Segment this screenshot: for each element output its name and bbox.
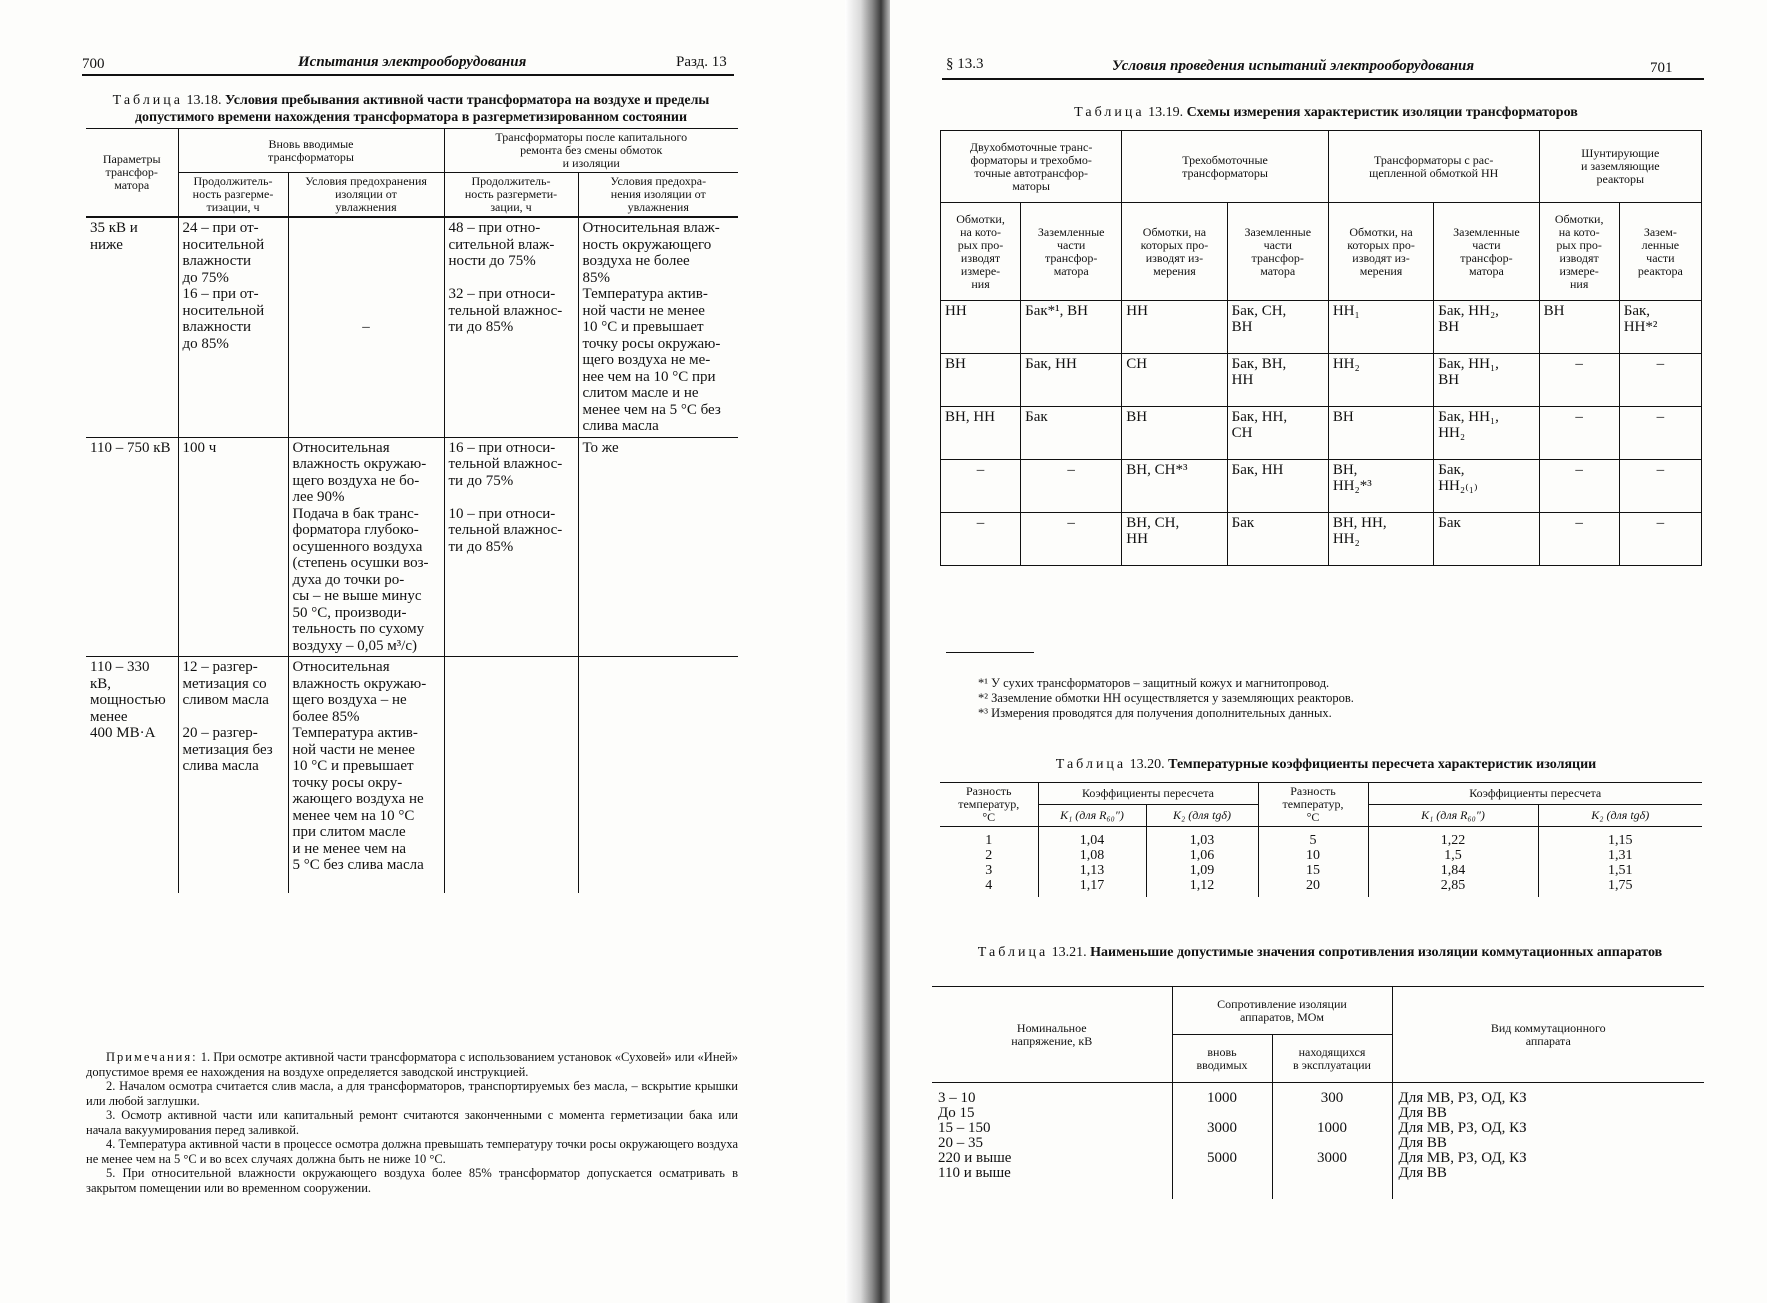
header-k2: K₂ (для tgδ): [1146, 805, 1258, 827]
notes-block: [86, 1050, 738, 1195]
table-row: [941, 407, 1702, 460]
cell-conditions-new: Относительная влажность окружаю- щего воздуха не бо- лее 90% Подача в бак транс- форматора глубоко- осушенного воздуха (степень осушки воз- духа до точки ро- сы – не выше минус 50 °С, производи- тельность по сухому воздуху – 0,05 м³/с): [288, 437, 444, 657]
subheader: Обмотки, на которых про- изводят из- мерения: [1122, 203, 1227, 301]
table-13-21-caption: [940, 944, 1700, 961]
header-k1: K₁ (для R₆₀″): [1368, 805, 1538, 827]
header-coef: Коэффициенты пересчета: [1368, 783, 1702, 805]
caption-label: Таблица: [977, 945, 1049, 960]
table-cell: Бак, НН*²: [1619, 301, 1701, 354]
table-cell: –: [1619, 460, 1701, 513]
caption-title: Условия пребывания активной части трансформатора на воздухе и пределы допустимого времени нахождения трансформатора в разгерметизированном состоянии: [134, 93, 710, 125]
cell-duration-repair: 16 – при относи- тельной влажнос- ти до 75% 10 – при относи- тельной влажнос- ти до 85%: [444, 437, 578, 657]
subheader: Обмотки, на которых про- изводят из- мерения: [1328, 203, 1433, 301]
caption-title: Схемы измерения характеристик изоляции трансформаторов: [1186, 105, 1578, 120]
table-13-19: [940, 130, 1702, 566]
table-cell: 2: [940, 848, 1038, 863]
table-row: [86, 437, 738, 657]
table-cell: 1,84: [1368, 863, 1538, 878]
table-cell: Бак, НН: [1227, 460, 1328, 513]
page-number-left: 700: [82, 56, 105, 72]
table-cell: 1,03: [1146, 827, 1258, 849]
table-cell: Бак, НН: [1021, 354, 1122, 407]
footnote-rule: [946, 652, 1034, 653]
notes-label: Примечания:: [106, 1050, 198, 1064]
table-cell: ВН, НН₂*³: [1328, 460, 1433, 513]
table-row: [86, 657, 738, 893]
table-13-18: [86, 128, 738, 893]
table-cell: Бак, ВН, НН: [1227, 354, 1328, 407]
running-head-left: Испытания электрооборудования: [298, 54, 527, 70]
group-header: Двухобмоточные транс- форматоры и трехобмо- точные автотрансфор- маторы: [941, 131, 1122, 203]
cell-duration-new: 12 – разгер- метизация со сливом масла 20 – разгер- метизация без слива масла: [178, 657, 288, 893]
table-row: [940, 878, 1702, 897]
table-cell: –: [1619, 513, 1701, 566]
book-spine-shadow: [845, 0, 890, 1303]
note-text: 1. При осмотре активной части трансформатора с использованием установок «Суховей» или «Иней» допустимое время ее нахождения на воздухе определяется заводской инструкцией.: [86, 1050, 739, 1079]
cell-duration-repair: 48 – при отно- сительной влаж- ности до 75% 32 – при относи- тельной влажнос- ти до 85%: [444, 217, 578, 437]
cell-voltages: 3 – 10 До 15 15 – 150 20 – 35 220 и выше 110 и выше: [932, 1083, 1172, 1199]
table-13-20: [940, 782, 1702, 897]
header-param: Параметры трансфор- матора: [86, 129, 178, 218]
table-cell: 1,51: [1538, 863, 1702, 878]
header-resistance: Сопротивление изоляции аппаратов, МОм: [1172, 987, 1392, 1035]
footnote: *² Заземление обмотки НН осуществляется у заземляющих реакторов.: [978, 691, 1354, 705]
table-cell: ВН, СН, НН: [1122, 513, 1227, 566]
table-cell: 4: [940, 878, 1038, 897]
header-voltage: Номинальное напряжение, кВ: [932, 987, 1172, 1083]
footnote: *³ Измерения проводятся для получения дополнительных данных.: [978, 706, 1332, 720]
table-cell: Бак*¹, ВН: [1021, 301, 1122, 354]
table-cell: Бак: [1227, 513, 1328, 566]
caption-title: Наименьшие допустимые значения сопротивления изоляции коммутационных аппаратов: [1090, 945, 1663, 960]
table-cell: 2,85: [1368, 878, 1538, 897]
table-cell: Бак, СН, ВН: [1227, 301, 1328, 354]
table-cell: –: [1619, 407, 1701, 460]
footnotes: [978, 676, 1698, 721]
table-cell: 1: [940, 827, 1038, 849]
cell-operating: 300 1000 3000: [1272, 1083, 1392, 1199]
table-cell: Бак, НН₁, НН₂: [1434, 407, 1539, 460]
note-item: 5. При относительной влажности окружающего воздуха более 85% трансформатор допускается осматривать в закрытом помещении или во временном сооружении.: [86, 1166, 738, 1195]
table-cell: НН: [941, 301, 1021, 354]
table-row: [86, 217, 738, 437]
table-cell: ВН: [1539, 301, 1619, 354]
table-cell: 15: [1258, 863, 1368, 878]
table-cell: НН₁: [1328, 301, 1433, 354]
section-label-right: § 13.3: [946, 56, 984, 72]
header-new-group: Вновь вводимые трансформаторы: [178, 129, 444, 173]
table-cell: НН₂: [1328, 354, 1433, 407]
cell-param: 110 – 330 кВ, мощностью менее 400 МВ·А: [86, 657, 178, 893]
header-duration-repair: Продолжитель- ность разгермети- зации, ч: [444, 173, 578, 218]
table-cell: Бак: [1434, 513, 1539, 566]
caption-label: Таблица: [112, 93, 184, 108]
table-row: [940, 863, 1702, 878]
header-coef: Коэффициенты пересчета: [1038, 783, 1258, 805]
table-row: [941, 460, 1702, 513]
header-k2: K₂ (для tgδ): [1538, 805, 1702, 827]
header-operating: находящихся в эксплуатации: [1272, 1035, 1392, 1083]
table-row: [940, 848, 1702, 863]
section-label-left: Разд. 13: [676, 54, 727, 70]
cell-conditions-new: Относительная влажность окружаю- щего воздуха – не более 85% Температура актив- ной части не менее 10 °С и превышает точку росы окру- жающего воздуха не менее чем на 10 °С при слитом масле и не менее чем на 5 °С без слива масла: [288, 657, 444, 893]
table-cell: –: [941, 513, 1021, 566]
table-cell: 1,75: [1538, 878, 1702, 897]
table-cell: 1,12: [1146, 878, 1258, 897]
table-cell: Бак, НН₁, ВН: [1434, 354, 1539, 407]
subheader: Заземленные части трансфор- матора: [1434, 203, 1539, 301]
cell-duration-new: 24 – при от- носительной влажности до 75% 16 – при от- носительной влажности до 85%: [178, 217, 288, 437]
table-cell: ВН: [1328, 407, 1433, 460]
table-13-19-caption: [946, 104, 1706, 121]
header-k1: K₁ (для R₆₀″): [1038, 805, 1146, 827]
header-duration-new: Продолжитель- ность разгерме- тизации, ч: [178, 173, 288, 218]
cell-param: 110 – 750 кВ: [86, 437, 178, 657]
header-diff: Разность температур, °С: [940, 783, 1038, 827]
caption-label: Таблица: [1055, 757, 1127, 772]
header-repair-group: Трансформаторы после капитального ремонта без смены обмоток и изоляции: [444, 129, 738, 173]
subheader: Обмотки, на кото- рых про- изводят измере- ния: [941, 203, 1021, 301]
table-cell: 1,31: [1538, 848, 1702, 863]
subheader: Заземленные части трансфор- матора: [1227, 203, 1328, 301]
note-item: [86, 1050, 738, 1079]
table-cell: 1,09: [1146, 863, 1258, 878]
note-item: 2. Началом осмотра считается слив масла, а для трансформаторов, транспортируемых без масла, – вскрытие крышки или любой заглушки.: [86, 1079, 738, 1108]
caption-number: 13.18.: [186, 93, 222, 108]
group-header: Трансформаторы с рас- щепленной обмоткой НН: [1328, 131, 1539, 203]
table-cell: –: [1539, 460, 1619, 513]
cell-new: 1000 3000 5000: [1172, 1083, 1272, 1199]
table-cell: Бак, НН, СН: [1227, 407, 1328, 460]
caption-label: Таблица: [1074, 105, 1145, 120]
header-conditions-repair: Условия предохра- нения изоляции от увлажнения: [578, 173, 738, 218]
caption-number: 13.19.: [1148, 105, 1184, 120]
cell-conditions-repair: Относительная влаж- ность окружающего воздуха не более 85% Температура актив- ной части не менее 10 °С и превышает точку росы окружаю- щего воздуха не ме- нее чем на 10 °С при слитом масле и не менее чем на 5 °С без слива масла: [578, 217, 738, 437]
left-page: [0, 0, 880, 1303]
cell-types: Для МВ, РЗ, ОД, КЗ Для ВВ Для МВ, РЗ, ОД, КЗ Для ВВ Для МВ, РЗ, ОД, КЗ Для ВВ: [1392, 1083, 1704, 1199]
table-row: [932, 1083, 1704, 1199]
table-cell: Бак, НН₂₍₁₎: [1434, 460, 1539, 513]
cell-duration-repair: [444, 657, 578, 893]
table-cell: –: [1021, 460, 1122, 513]
caption-title: Температурные коэффициенты пересчета характеристик изоляции: [1168, 757, 1597, 772]
note-item: 4. Температура активной части в процессе осмотра должна превышать температуру точки росы окружающего воздуха не менее чем на 5 °С и во всех случаях должна быть не ниже 10 °С.: [86, 1137, 738, 1166]
table-13-20-caption: [946, 756, 1706, 773]
table-cell: ВН, НН, НН₂: [1328, 513, 1433, 566]
group-header: Трехобмоточные трансформаторы: [1122, 131, 1329, 203]
subheader: Обмотки, на кото- рых про- изводят измере- ния: [1539, 203, 1619, 301]
table-cell: –: [1021, 513, 1122, 566]
table-cell: Бак, НН₂, ВН: [1434, 301, 1539, 354]
table-cell: 1,04: [1038, 827, 1146, 849]
table-cell: СН: [1122, 354, 1227, 407]
caption-number: 13.20.: [1129, 757, 1165, 772]
table-cell: Бак: [1021, 407, 1122, 460]
table-cell: 1,17: [1038, 878, 1146, 897]
header-rule-right: [942, 78, 1704, 80]
table-cell: ВН: [941, 354, 1021, 407]
subheader: Зазем- ленные части реактора: [1619, 203, 1701, 301]
table-cell: –: [1539, 354, 1619, 407]
cell-conditions-repair: [578, 657, 738, 893]
table-cell: 5: [1258, 827, 1368, 849]
cell-conditions-new: –: [288, 217, 444, 437]
header-type: Вид коммутационного аппарата: [1392, 987, 1704, 1083]
header-conditions-new: Условия предохранения изоляции от увлажнения: [288, 173, 444, 218]
table-cell: 20: [1258, 878, 1368, 897]
table-13-18-caption: [86, 92, 736, 126]
table-cell: 1,08: [1038, 848, 1146, 863]
table-13-21: [932, 986, 1704, 1199]
group-header: Шунтирующие и заземляющие реакторы: [1539, 131, 1701, 203]
footnote: *¹ У сухих трансформаторов – защитный кожух и магнитопровод.: [978, 676, 1330, 690]
header-new: вновь вводимых: [1172, 1035, 1272, 1083]
header-rule-left: [82, 74, 734, 76]
table-cell: НН: [1122, 301, 1227, 354]
table-cell: 1,5: [1368, 848, 1538, 863]
table-cell: ВН: [1122, 407, 1227, 460]
table-row: [941, 513, 1702, 566]
cell-duration-new: 100 ч: [178, 437, 288, 657]
table-cell: –: [1539, 407, 1619, 460]
table-cell: 1,22: [1368, 827, 1538, 849]
right-page: [890, 0, 1767, 1303]
cell-conditions-repair: То же: [578, 437, 738, 657]
table-cell: 10: [1258, 848, 1368, 863]
table-row: [941, 354, 1702, 407]
table-row: [941, 301, 1702, 354]
cell-param: 35 кВ и ниже: [86, 217, 178, 437]
header-diff: Разность температур, °С: [1258, 783, 1368, 827]
caption-number: 13.21.: [1051, 945, 1087, 960]
table-cell: 1,15: [1538, 827, 1702, 849]
note-item: 3. Осмотр активной части или капитальный ремонт считаются законченными с момента герметизации бака или начала вакуумирования перед заливкой.: [86, 1108, 738, 1137]
table-cell: –: [941, 460, 1021, 513]
table-cell: ВН, СН*³: [1122, 460, 1227, 513]
table-row: [940, 827, 1702, 849]
table-cell: 1,06: [1146, 848, 1258, 863]
subheader: Заземленные части трансфор- матора: [1021, 203, 1122, 301]
table-cell: –: [1539, 513, 1619, 566]
table-cell: 1,13: [1038, 863, 1146, 878]
table-cell: 3: [940, 863, 1038, 878]
page-number-right: 701: [1650, 60, 1673, 76]
running-head-right: Условия проведения испытаний электрооборудования: [1112, 58, 1475, 74]
table-cell: –: [1619, 354, 1701, 407]
table-cell: ВН, НН: [941, 407, 1021, 460]
